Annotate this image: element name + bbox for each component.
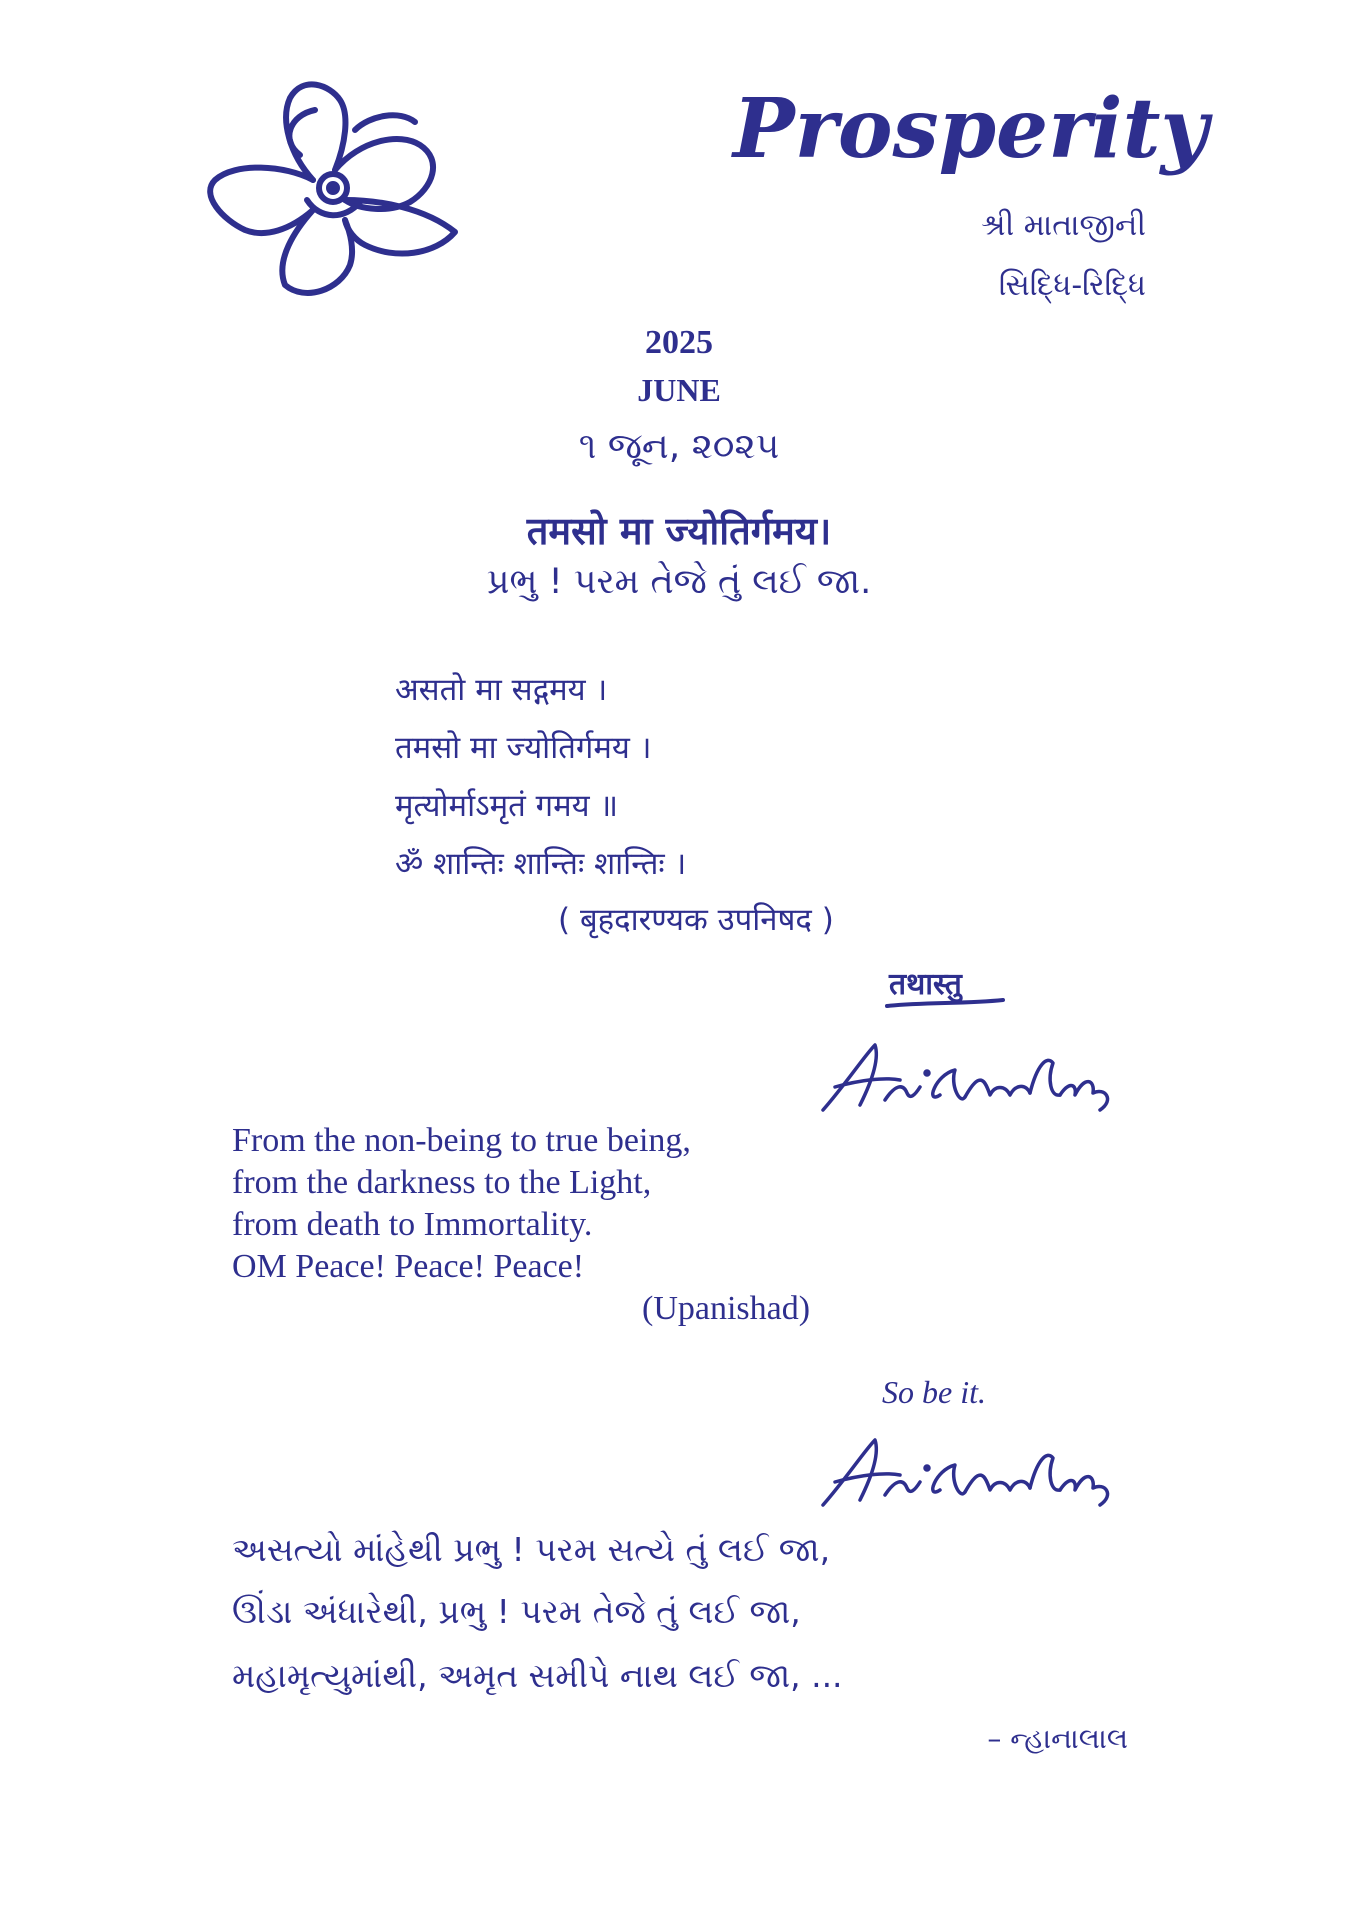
year: 2025 <box>645 324 713 361</box>
sri-aurobindo-signature <box>810 1420 1130 1520</box>
english-line: from the darkness to the Light, <box>232 1164 652 1201</box>
english-source: (Upanishad) <box>642 1290 811 1327</box>
gujarati-poem-line: અસત્યો માંહેથી પ્રભુ ! પરમ સત્યે તું લઈ જા, <box>232 1530 831 1569</box>
english-line: From the non-being to true being, <box>232 1122 691 1159</box>
poem-author: – ન્હાનાલાલ <box>987 1722 1128 1755</box>
sanskrit-verse-line: तमसो मा ज्योतिर्गमय । <box>395 730 652 766</box>
mother-symbol-logo <box>195 70 515 305</box>
prosperity-script-title <box>725 65 1209 195</box>
month: JUNE <box>637 372 721 408</box>
gujarati-date: ૧ જૂન, ૨૦૨૫ <box>578 426 780 467</box>
english-line: OM Peace! Peace! Peace! <box>232 1248 585 1285</box>
gujarati-poem-line: મહામૃત્યુમાંથી, અમૃત સમીપે નાથ લઈ જા, ... <box>232 1656 843 1695</box>
sanskrit-title: तमसो मा ज्योतिर्गमय। <box>526 509 832 553</box>
brand-text: Prosperity <box>733 81 1209 177</box>
handwritten-tathastu <box>885 958 1015 1018</box>
sanskrit-verse-line: असतो मा सद्गमय । <box>395 672 608 708</box>
sanskrit-verse-line: ॐ शान्तिः शान्तिः शान्तिः । <box>395 846 687 882</box>
english-line: from death to Immortality. <box>232 1206 593 1243</box>
sri-aurobindo-signature <box>815 1025 1125 1125</box>
subtitle-line2: સિદ્ધિ-રિદ્ધિ <box>998 268 1146 303</box>
so-be-it: So be it. <box>882 1374 986 1410</box>
gujarati-title: પ્રભુ ! પરમ તેજે તું લઈ જા. <box>486 562 872 602</box>
gujarati-poem-line: ઊંડા અંધારેથી, પ્રભુ ! પરમ તેજે તું લઈ જા, <box>232 1592 801 1631</box>
subtitle-line1: શ્રી માતાજીની <box>981 208 1146 243</box>
sanskrit-source: ( बृहदारण्यक उपनिषद ) <box>558 902 834 938</box>
sanskrit-verse-line: मृत्योर्माऽमृतं गमय ॥ <box>395 788 619 824</box>
tathastu-text: तथास्तु <box>889 967 962 1002</box>
